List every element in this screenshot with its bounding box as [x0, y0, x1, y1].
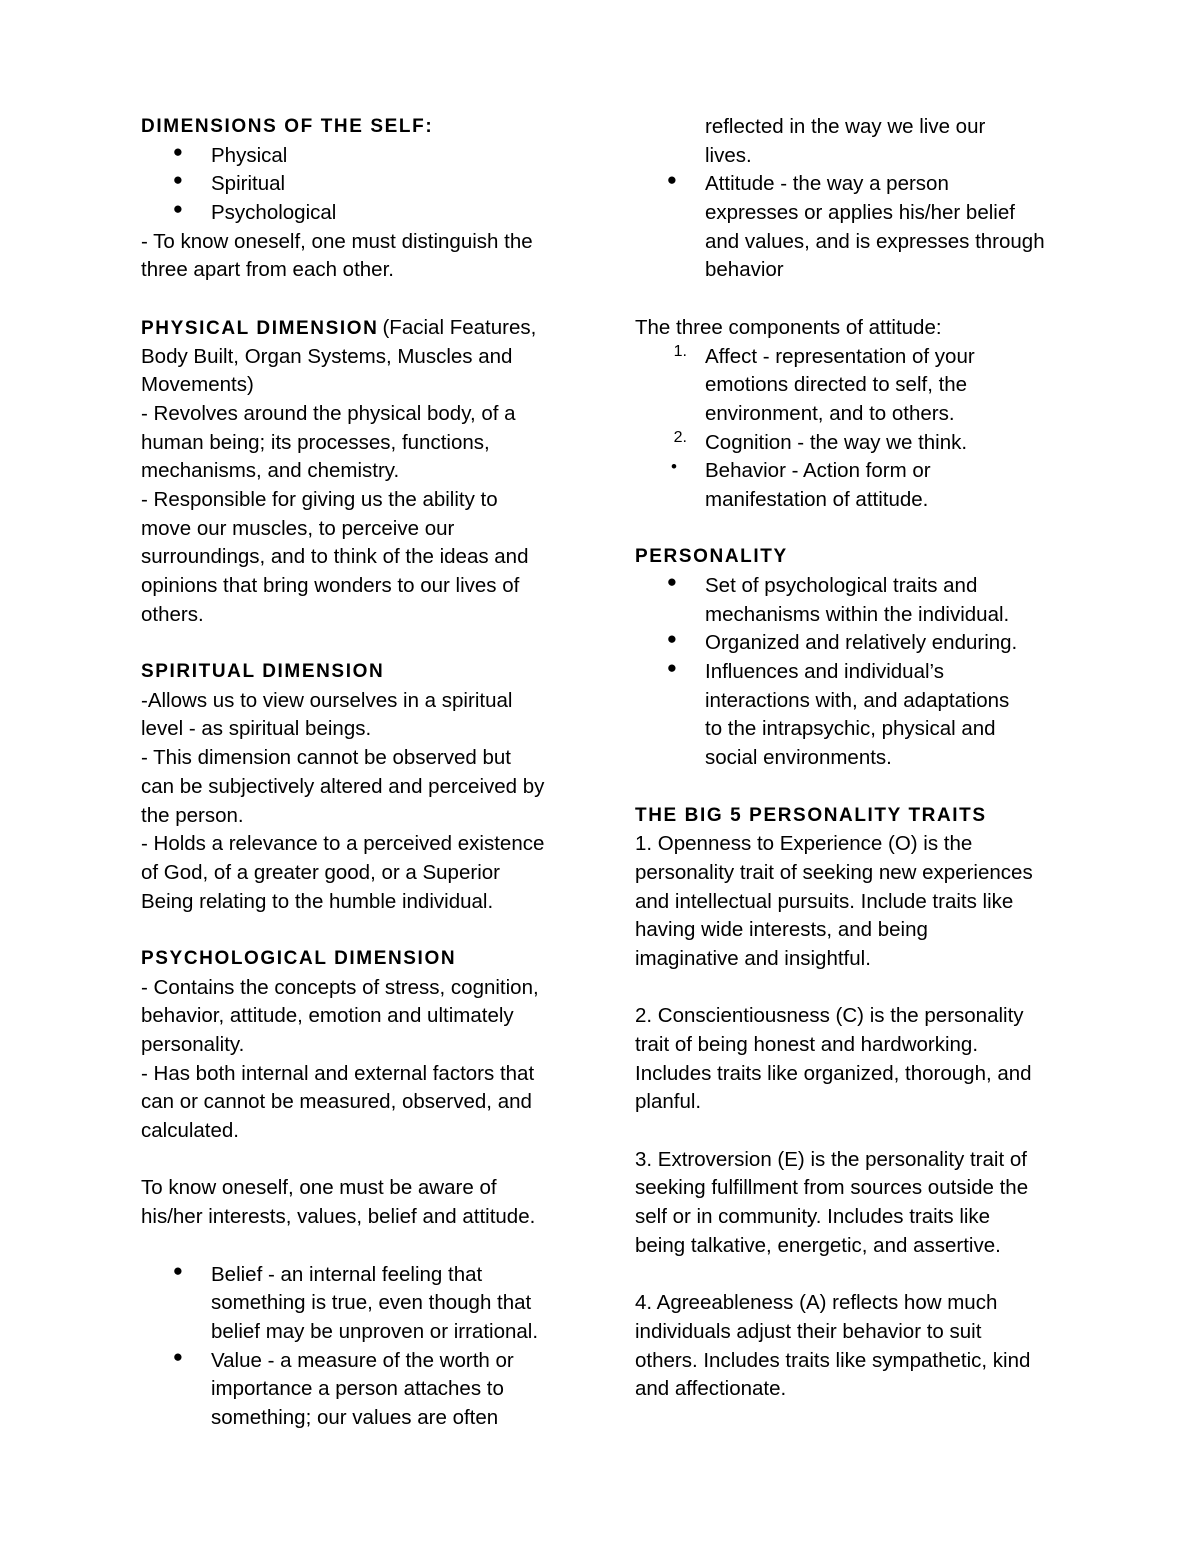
list-item-text: to the intrapsychic, physical and [705, 717, 996, 741]
list-item [141, 1261, 581, 1347]
list-item-text: importance a person attaches to [211, 1377, 504, 1401]
bullet-icon: • [671, 457, 677, 477]
text-line: 2. Conscientiousness (C) is the personality [635, 1004, 1024, 1028]
left-column [141, 113, 581, 1433]
text-line: To know oneself, one must be aware of [141, 1176, 497, 1200]
text-line: three apart from each other. [141, 258, 394, 282]
list-item-text: Behavior - Action form or [705, 459, 931, 483]
list-item-text: social environments. [705, 746, 892, 770]
list-item [635, 629, 1075, 658]
list-item-text: Cognition - the way we think. [705, 430, 968, 454]
text-line: opinions that bring wonders to our lives of [141, 574, 520, 597]
list-item [635, 572, 1075, 629]
list-item-text: reflected in the way we live our [705, 115, 986, 138]
dimensions-heading: DIMENSIONS OF THE SELF: [141, 116, 434, 137]
text-line: mechanisms, and chemistry. [141, 459, 400, 483]
text-line: and intellectual pursuits. Include traits like [635, 889, 1014, 913]
bullet-icon: ● [172, 199, 183, 219]
list-item-text: belief may be unproven or irrational. [211, 1319, 539, 1343]
spiritual-heading: SPIRITUAL DIMENSION [141, 661, 385, 683]
list-item-continued [635, 113, 1075, 170]
list-item-text: Attitude - the way a person [705, 172, 949, 196]
bullet-icon: ● [172, 1346, 183, 1366]
text-line: - Responsible for giving us the ability to [141, 487, 498, 511]
list-item-text: Value - a measure of the worth or [211, 1348, 514, 1372]
bullet-icon: ● [666, 572, 677, 591]
list-item-text: Set of psychological traits and [705, 574, 978, 597]
text-line: others. Includes traits like sympathetic, kind [635, 1348, 1031, 1372]
text-line: Includes traits like organized, thorough, and [635, 1061, 1032, 1085]
bullet-icon: ● [666, 170, 677, 190]
list-item-text: Spiritual [211, 172, 286, 196]
text-line: 4. Agreeableness (A) reflects how much [635, 1291, 998, 1315]
text-line: 3. Extroversion (E) is the personality trait of [635, 1147, 1027, 1171]
personality-heading: PERSONALITY [635, 546, 788, 568]
list-item-text: and values, and is expresses through [705, 229, 1045, 253]
text-line: trait of being honest and hardworking. [635, 1033, 979, 1056]
list-item [141, 170, 581, 199]
list-item-text: Influences and individual’s [705, 660, 944, 684]
list-item-text: Affect - representation of your [705, 344, 975, 368]
components-intro: The three components of attitude: [635, 315, 942, 339]
list-item [141, 199, 581, 228]
text-line: Body Built, Organ Systems, Muscles and [141, 344, 513, 368]
text-line: can or cannot be measured, observed, and [141, 1090, 532, 1114]
list-item [141, 1347, 581, 1433]
text-line: and affectionate. [635, 1377, 787, 1401]
list-item-text: emotions directed to self, the [705, 373, 968, 397]
text-line: -Allows us to view ourselves in a spiritual [141, 688, 513, 712]
list-item-text: manifestation of attitude. [705, 487, 929, 511]
list-item [635, 343, 1075, 429]
list-item-text: mechanisms within the individual. [705, 602, 1010, 626]
text-line: - To know oneself, one must distinguish the [141, 229, 533, 253]
right-column [635, 113, 1075, 1404]
text-line: - Has both internal and external factors that [141, 1061, 535, 1085]
list-item-text: Physical [211, 143, 288, 167]
list-number: 2. [673, 428, 687, 446]
text-line: of God, of a greater good, or a Superior [141, 860, 500, 884]
text-line: human being; its processes, functions, [141, 430, 490, 454]
text-line: being talkative, energetic, and assertive. [635, 1233, 1001, 1257]
list-item-text: expresses or applies his/her belief [705, 201, 1015, 225]
physical-heading-tail: (Facial Features, [382, 315, 537, 339]
text-line: - Revolves around the physical body, of a [141, 401, 516, 425]
text-line: having wide interests, and being [635, 918, 928, 942]
list-item-text: Organized and relatively enduring. [705, 631, 1018, 655]
physical-heading-line [141, 314, 581, 343]
bullet-icon: ● [172, 170, 183, 190]
text-line: surroundings, and to think of the ideas and [141, 545, 529, 569]
text-line: Movements) [141, 373, 254, 397]
list-item-text: Psychological [211, 201, 337, 225]
text-line: imaginative and insightful. [635, 946, 871, 970]
text-line: the person. [141, 803, 244, 827]
text-line: individuals adjust their behavior to suit [635, 1319, 982, 1343]
bullet-icon: ● [172, 1260, 183, 1280]
list-item-text: something; our values are often [211, 1405, 499, 1429]
list-item-text: Belief - an internal feeling that [211, 1262, 483, 1286]
text-line: - This dimension cannot be observed but [141, 746, 511, 770]
list-item-text: environment, and to others. [705, 401, 955, 425]
list-item-text: lives. [705, 143, 752, 167]
text-line: - Contains the concepts of stress, cognition, [141, 975, 539, 999]
list-number: 1. [673, 342, 687, 360]
text-line: others. [141, 602, 204, 626]
text-line: self or in community. Includes traits like [635, 1205, 991, 1229]
list-item [141, 142, 581, 171]
text-line: planful. [635, 1090, 702, 1114]
psychological-heading: PSYCHOLOGICAL DIMENSION [141, 947, 457, 969]
bullet-icon: ● [666, 658, 677, 678]
text-line: personality trait of seeking new experiences [635, 860, 1033, 884]
text-line: personality. [141, 1033, 245, 1056]
text-line: move our muscles, to perceive our [141, 516, 455, 540]
list-item [635, 457, 1075, 514]
text-line: - Holds a relevance to a perceived existence [141, 832, 545, 856]
bullet-icon: ● [172, 141, 183, 161]
list-item-text: something is true, even though that [211, 1291, 532, 1315]
big5-heading: THE BIG 5 PERSONALITY TRAITS [635, 804, 987, 826]
list-item [635, 429, 1075, 458]
physical-heading: PHYSICAL DIMENSION [141, 317, 379, 339]
list-item-text: interactions with, and adaptations [705, 688, 1010, 712]
list-item [635, 170, 1075, 285]
text-line: level - as spiritual beings. [141, 717, 372, 741]
text-line: Being relating to the humble individual. [141, 889, 494, 913]
text-line: seeking fulfillment from sources outside the [635, 1176, 1029, 1200]
list-item [635, 658, 1075, 773]
text-line: can be subjectively altered and perceived by [141, 774, 545, 798]
text-line: calculated. [141, 1119, 240, 1143]
list-item-text: behavior [705, 258, 784, 282]
bullet-icon: ● [666, 629, 677, 649]
text-line: behavior, attitude, emotion and ultimately [141, 1004, 514, 1028]
text-line: his/her interests, values, belief and attitude. [141, 1205, 536, 1229]
text-line: 1. Openness to Experience (O) is the [635, 832, 973, 856]
